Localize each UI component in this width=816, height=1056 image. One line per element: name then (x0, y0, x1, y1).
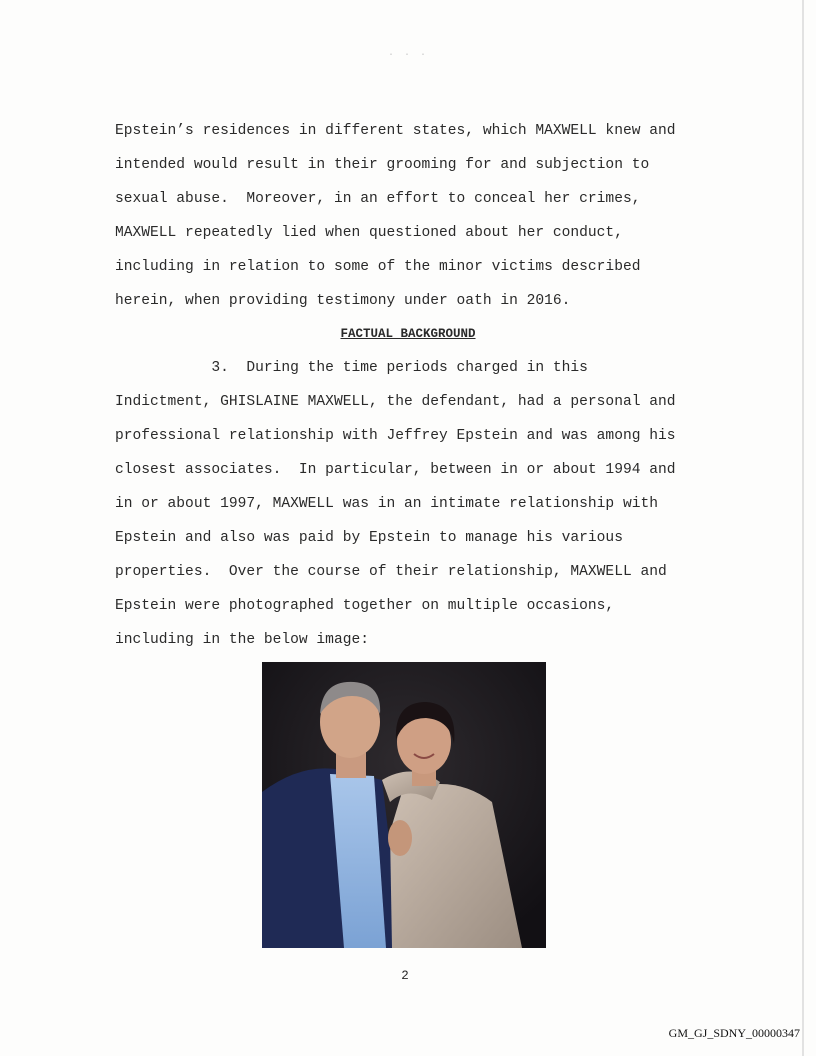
text-line: sexual abuse. Moreover, in an effort to conceal her crimes, (115, 191, 641, 207)
section-heading: FACTUAL BACKGROUND (340, 327, 476, 341)
text-line: 3. During the time periods charged in this (115, 360, 588, 376)
text-line: Indictment, GHISLAINE MAXWELL, the defendant, had a personal and (115, 394, 676, 410)
bates-number: GM_GJ_SDNY_00000347 (668, 1026, 800, 1040)
text-line: including in relation to some of the minor victims described (115, 259, 641, 275)
text-line: Epstein’s residences in different states, which MAXWELL knew and (115, 123, 676, 139)
text-line: including in the below image: (115, 632, 369, 648)
text-line: intended would result in their grooming for and subjection to (115, 157, 650, 173)
text-line: professional relationship with Jeffrey Epstein and was among his (115, 428, 676, 444)
text-line: Epstein were photographed together on multiple occasions, (115, 598, 615, 614)
scan-artifact: · · · (388, 50, 429, 61)
scan-edge (802, 0, 804, 1056)
text-line: closest associates. In particular, between in or about 1994 and (115, 462, 676, 478)
photograph-illustration (262, 662, 546, 948)
page-number: 2 (401, 969, 409, 983)
text-line: MAXWELL repeatedly lied when questioned about her conduct, (115, 225, 623, 241)
text-line: Epstein and also was paid by Epstein to manage his various (115, 530, 623, 546)
text-line: properties. Over the course of their relationship, MAXWELL and (115, 564, 667, 580)
text-line: in or about 1997, MAXWELL was in an intimate relationship with (115, 496, 658, 512)
photograph (262, 662, 546, 948)
text-line: herein, when providing testimony under oath in 2016. (115, 293, 571, 309)
